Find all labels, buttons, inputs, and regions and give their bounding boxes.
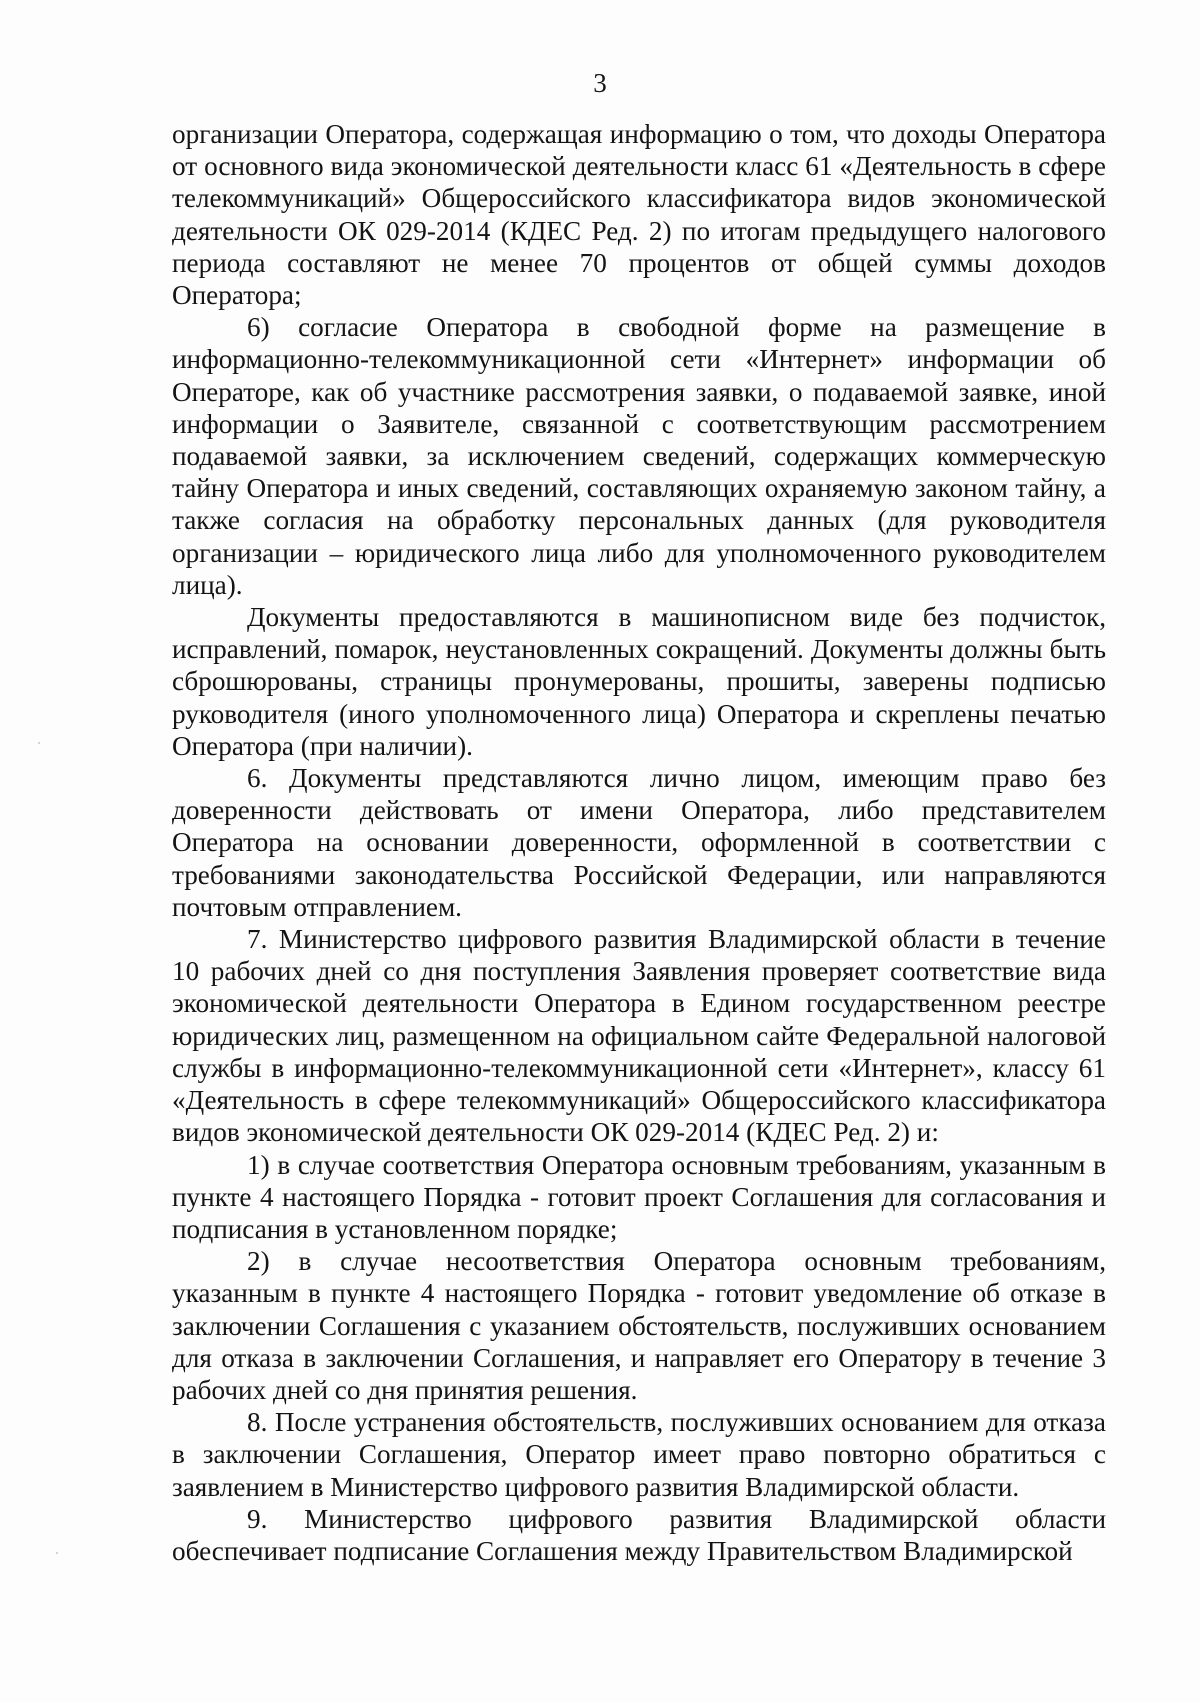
paragraph-documents-format: Документы предоставляются в машинописном виде без подчисток, исправлений, помарок, неустановленных сокращений. Документы должны быть сброшюрованы, страницы пронумерованы, прошиты, заверены подписью руководителя (иного уполномоченного лица) Оператора и скреплены печатью Оператора (при наличии). — [172, 602, 1106, 761]
paragraph-clause-7-item-1: 1) в случае соответствия Оператора основным требованиям, указанным в пункте 4 настоящего Порядка - готовит проект Соглашения для согласования и подписания в установленном порядке; — [172, 1149, 1106, 1244]
scan-speck — [56, 1552, 58, 1554]
paragraph-clause-6: 6. Документы представляются лично лицом, имеющим право без доверенности действовать от имени Оператора, либо представителем Оператора на основании доверенности, оформленной в соответствии с требованиями законодательства Российской Федерации, или направляются почтовым отправлением. — [172, 763, 1106, 922]
paragraph-item-6-consent: 6) согласие Оператора в свободной форме на размещение в информационно-телекоммуникационной сети «Интернет» информации об Операторе, как об участнике рассмотрения заявки, о подаваемой заявке, иной информации о Заявителе, связанной с соответствующим рассмотрением подаваемой заявки, за исключением сведений, содержащих коммерческую тайну Оператора и иных сведений, составляющих охраняемую законом тайну, а также согласия на обработку персональных данных (для руководителя организации – юридического лица либо для уполномоченного руководителем лица). — [172, 312, 1106, 600]
paragraph-clause-7-item-2: 2) в случае несоответствия Оператора основным требованиям, указанным в пункте 4 настоящего Порядка - готовит уведомление об отказе в заключении Соглашения с указанием обстоятельств, послуживших основанием для отказа в заключении Соглашения, и направляет его Оператору в течение 3 рабочих дней со дня принятия решения. — [172, 1246, 1106, 1405]
paragraph-organization-income: организации Оператора, содержащая информацию о том, что доходы Оператора от основного вида экономической деятельности класс 61 «Деятельность в сфере телекоммуникаций» Общероссийского классификатора видов экономической деятельности ОК 029-2014 (КДЕС Ред. 2) по итогам предыдущего налогового периода составляют не менее 70 процентов от общей суммы доходов Оператора; — [172, 119, 1106, 311]
paragraph-clause-8: 8. После устранения обстоятельств, послуживших основанием для отказа в заключении Соглашения, Оператор имеет право повторно обратиться с заявлением в Министерство цифрового развития Владимирской области. — [172, 1407, 1106, 1502]
paragraph-clause-9: 9. Министерство цифрового развития Владимирской области обеспечивает подписание Соглашения между Правительством Владимирской — [172, 1503, 1106, 1566]
document-body — [172, 118, 1106, 1567]
paragraph-clause-7: 7. Министерство цифрового развития Владимирской области в течение 10 рабочих дней со дня поступления Заявления проверяет соответствие вида экономической деятельности Оператора в Едином государственном реестре юридических лиц, размещенном на официальном сайте Федеральной налоговой службы в информационно-телекоммуникационной сети «Интернет», классу 61 «Деятельность в сфере телекоммуникаций» Общероссийского классификатора видов экономической деятельности ОК 029-2014 (КДЕС Ред. 2) и: — [172, 924, 1106, 1148]
page-number: 3 — [593, 68, 607, 98]
scan-speck — [38, 742, 40, 744]
